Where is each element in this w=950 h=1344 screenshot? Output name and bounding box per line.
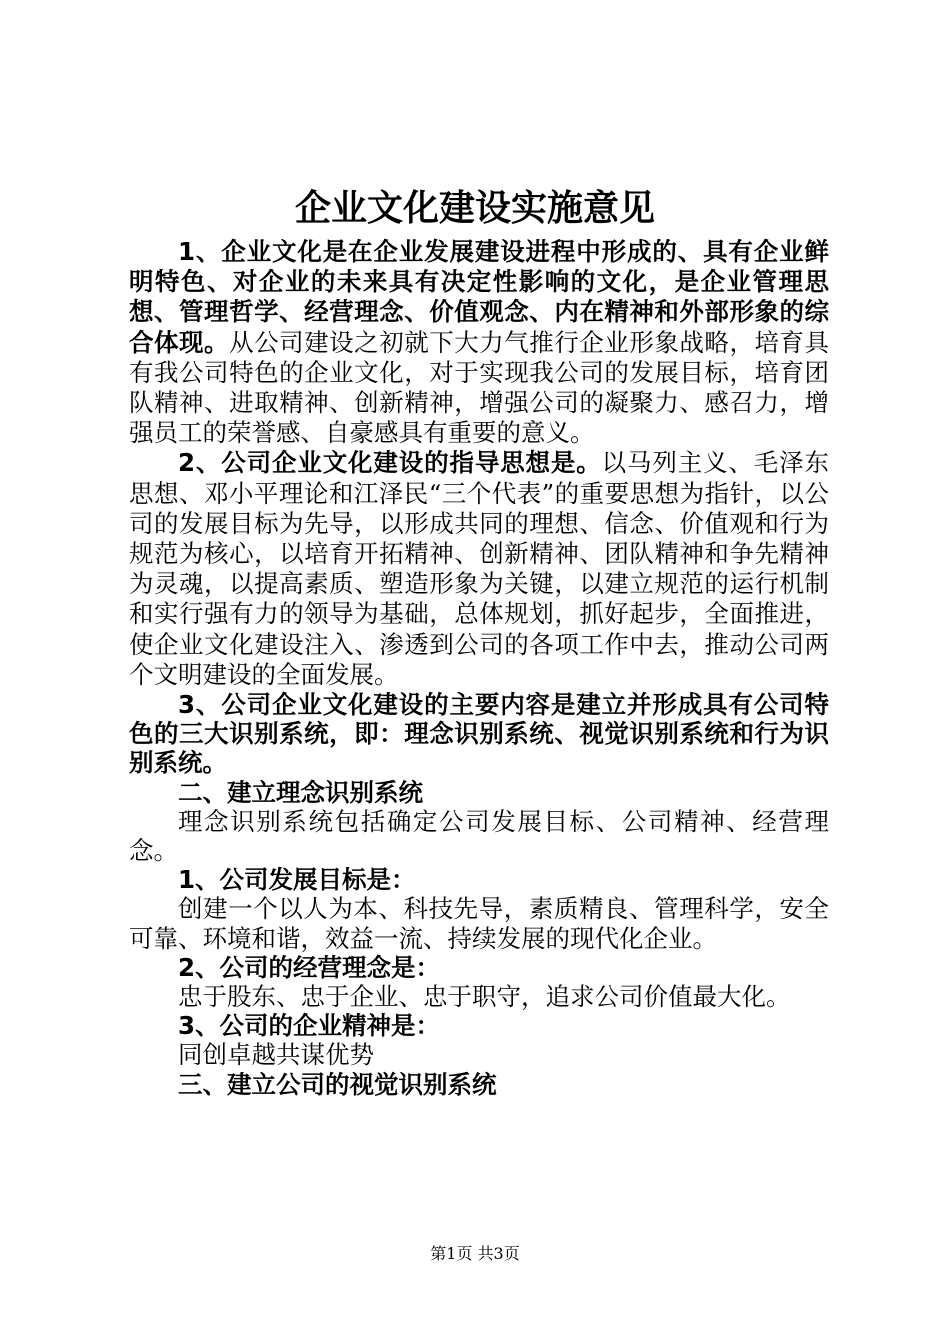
paragraph-3: 3、公司企业文化建设的主要内容是建立并形成具有公司特色的三大识别系统，即：理念识别系统、视觉识别系统和行为识别系统。 [129, 690, 829, 778]
paragraph-4: 理念识别系统包括确定公司发展目标、公司精神、经营理念。 [129, 806, 829, 866]
heading-enterprise-spirit: 3、公司的企业精神是： [178, 1011, 441, 1041]
heading-section-2: 二、建立理念识别系统 [178, 777, 423, 807]
heading-section-3: 三、建立公司的视觉识别系统 [178, 1069, 497, 1099]
paragraph-1 [129, 237, 829, 448]
heading-business-concept: 2、公司的经营理念是： [178, 952, 441, 982]
paragraph-1-lead: 1、企业文化是在企业发展建设进程中形成的、具有企业鲜明特色、对企业的未来具有决定性影响的文化，是企业管理思想、管理哲学、经营理念、价值观念、内在精神和外部形象的综合体现。 [129, 237, 829, 357]
document-body [129, 237, 829, 1099]
page-number-footer: 第1页 共3页 [430, 1244, 520, 1263]
paragraph-enterprise-spirit: 同创卓越共谋优势 [178, 1040, 374, 1070]
paragraph-2-text: 以马列主义、毛泽东思想、邓小平理论和江泽民“三个代表”的重要思想为指针，以公司的发展目标为先导，以形成共同的理想、信念、价值观和行为规范为核心，以培育开拓精神、创新精神、团队精神和争先精神为灵魂，以提高素质、塑造形象为关键，以建立规范的运行机制和实行强有力的领导为基础，总体规划，抓好起步，全面推进，使企业文化建设注入、渗透到公司的各项工作中去，推动公司两个文明建设的全面发展。 [129, 448, 830, 689]
paragraph-1-text: 从公司建设之初就下大力气推行企业形象战略，培育具有我公司特色的企业文化，对于实现我公司的发展目标，培育团队精神、进取精神、创新精神，增强公司的凝聚力、感召力，增强员工的荣誉感、自豪感具有重要的意义。 [129, 327, 830, 448]
heading-development-goal: 1、公司发展目标是： [178, 865, 416, 895]
paragraph-2 [129, 448, 829, 690]
paragraph-development-goal: 创建一个以人为本、科技先导，素质精良、管理科学，安全可靠、环境和谐，效益一流、持续发展的现代化企业。 [129, 894, 829, 953]
page-title: 企业文化建设实施意见 [294, 187, 655, 229]
paragraph-2-lead: 2、公司企业文化建设的指导思想是。 [178, 448, 602, 478]
paragraph-business-concept: 忠于股东、忠于企业、忠于职守，追求公司价值最大化。 [178, 982, 791, 1012]
